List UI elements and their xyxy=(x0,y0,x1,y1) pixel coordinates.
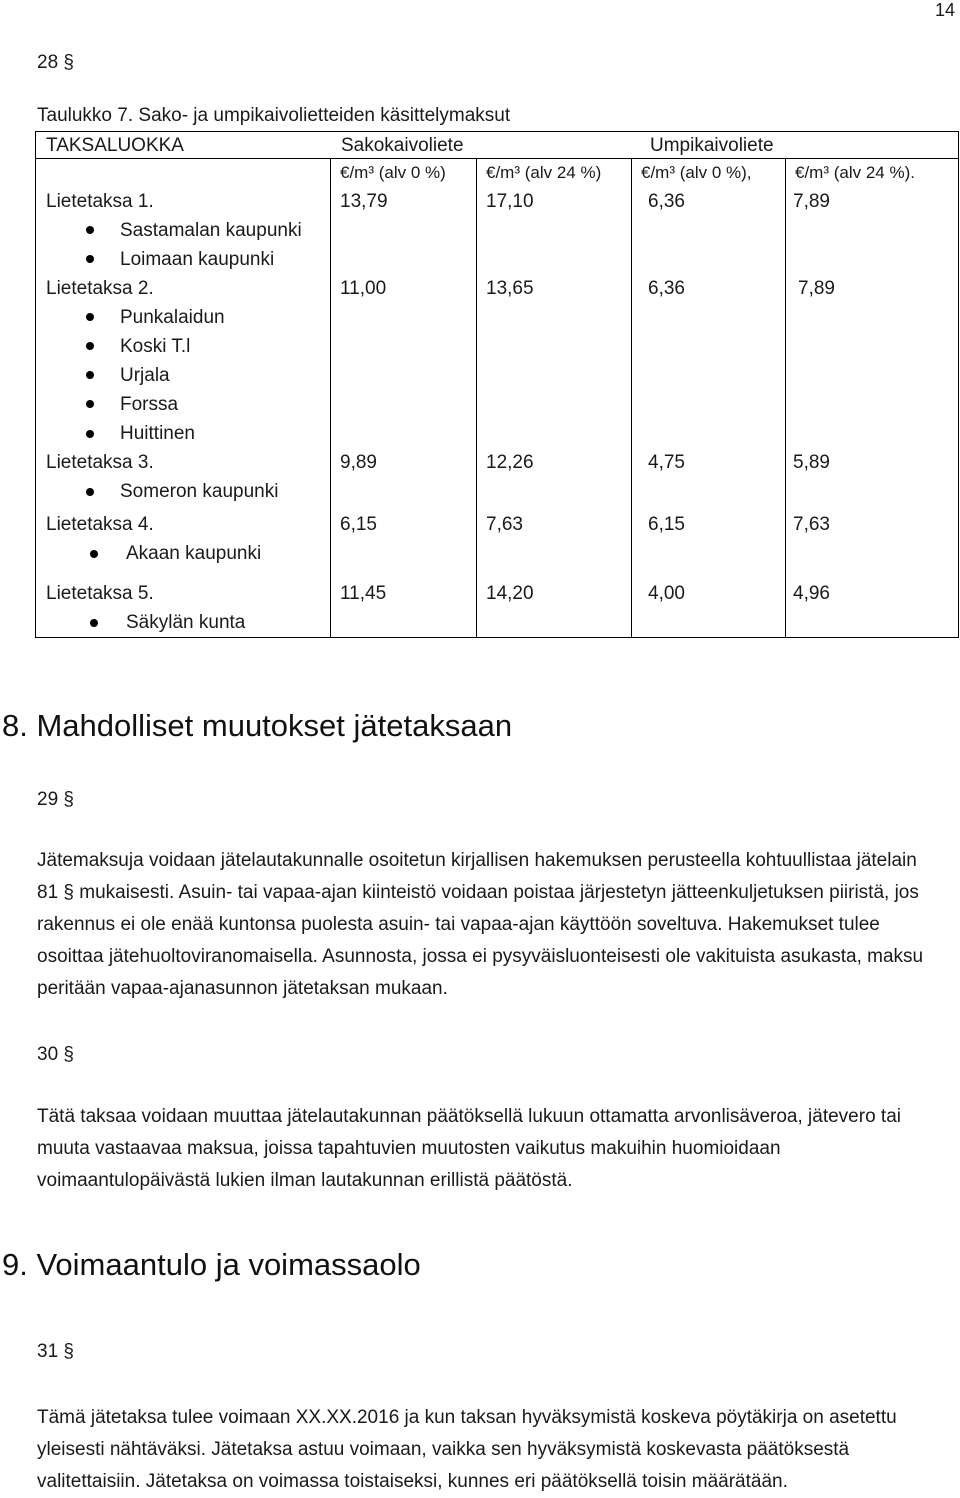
list-item: Punkalaidun xyxy=(120,307,225,328)
table-cell: 4,96 xyxy=(793,583,830,604)
section-30-label: 30 § xyxy=(37,1044,74,1065)
table-cell: 4,00 xyxy=(648,583,685,604)
table-cell: 11,00 xyxy=(340,278,387,299)
list-item: Koski T.l xyxy=(120,336,191,357)
list-item: Someron kaupunki xyxy=(120,481,279,502)
list-item: Akaan kaupunki xyxy=(126,543,262,564)
header-sakokaivoliete: Sakokaivoliete xyxy=(341,135,464,156)
bullet-icon xyxy=(86,226,94,234)
paragraph-30 xyxy=(37,1101,937,1197)
bullet-icon xyxy=(86,342,94,350)
table-cell: 13,79 xyxy=(340,191,388,212)
bullet-icon xyxy=(86,371,94,379)
subheader-1: €/m³ (alv 0 %) xyxy=(340,163,446,182)
row-label: Lietetaksa 2. xyxy=(46,278,154,299)
table-cell: 5,89 xyxy=(793,452,830,473)
table-cell: 17,10 xyxy=(486,191,534,212)
subheader-2: €/m³ (alv 24 %) xyxy=(486,163,602,182)
table-cell: 7,63 xyxy=(793,514,830,535)
row-label: Lietetaksa 5. xyxy=(46,583,154,604)
table-cell: 12,26 xyxy=(486,452,534,473)
page-number: 14 xyxy=(935,0,956,20)
table-cell: 7,63 xyxy=(486,514,523,535)
row-label: Lietetaksa 3. xyxy=(46,452,154,473)
table-cell: 11,45 xyxy=(340,583,387,604)
heading-section-8: 8. Mahdolliset muutokset jätetaksaan xyxy=(2,708,513,743)
subheader-3: €/m³ (alv 0 %), xyxy=(641,163,752,182)
table-cell: 6,36 xyxy=(648,191,685,212)
table-cell: 13,65 xyxy=(486,278,534,299)
paragraph-29-text: Jätemaksuja voidaan jätelautakunnalle osoitetun kirjallisen hakemuksen perusteella kohtuullistaa jätelain 81 § mukaisesti. Asuin- tai vapaa-ajan kiinteistö voidaan poistaa järjestetyn jätteenkuljetuksen piiristä, jos rakennus ei ole enää kuntonsa puolesta asuin- tai vapaa-ajan käyttöön soveltuva. Hakemukset tulee osoittaa jätehuoltoviranomaisella. Asunnosta, jossa ei pysyväisluonteisesti ole vakituista asukasta, maksu peritään vapaa-ajanasunnon jätetaksan mukaan. xyxy=(37,850,924,999)
list-item: Säkylän kunta xyxy=(126,612,246,633)
list-item: Huittinen xyxy=(120,423,195,444)
paragraph-30-text: Tätä taksaa voidaan muuttaa jätelautakunnan päätöksellä lukuun ottamatta arvonlisäveroa, jätevero tai muuta vastaavaa maksua, joissa tapahtuvien muutosten vaikutus makuihin huomioidaan voimaantulopäivästä lukien ilman lautakunnan erillistä päätöstä. xyxy=(37,1106,901,1191)
header-umpikaivoliete: Umpikaivoliete xyxy=(650,135,774,156)
subheader-4: €/m³ (alv 24 %). xyxy=(795,163,915,182)
table-cell: 14,20 xyxy=(486,583,534,604)
bullet-icon xyxy=(86,400,94,408)
table-cell: 4,75 xyxy=(648,452,685,473)
table-cell: 7,89 xyxy=(798,278,835,299)
section-28-label: 28 § xyxy=(37,52,74,73)
section-29-label: 29 § xyxy=(37,789,74,810)
paragraph-29 xyxy=(37,845,937,1005)
paragraph-31-text: Tämä jätetaksa tulee voimaan XX.XX.2016 ja kun taksan hyväksymistä koskeva pöytäkirja on asetettu yleisesti nähtäväksi. Jätetaksa astuu voimaan, vaikka sen hyväksymistä koskevasta päätöksestä valitettaisiin. Jätetaksa on voimassa toistaiseksi, kunnes eri päätöksellä toisin määrätään. xyxy=(37,1407,897,1492)
table-cell: 6,15 xyxy=(340,514,377,535)
bullet-icon xyxy=(86,255,94,263)
table-cell: 7,89 xyxy=(793,191,830,212)
table-caption: Taulukko 7. Sako- ja umpikaivolietteiden käsittelymaksut xyxy=(37,105,511,126)
table-cell: 6,15 xyxy=(648,514,685,535)
list-item: Forssa xyxy=(120,394,179,415)
bullet-icon xyxy=(90,550,98,558)
heading-section-9: 9. Voimaantulo ja voimassaolo xyxy=(2,1247,421,1282)
section-31-label: 31 § xyxy=(37,1341,74,1362)
bullet-icon xyxy=(86,313,94,321)
list-item: Sastamalan kaupunki xyxy=(120,220,302,241)
table-cell: 9,89 xyxy=(340,452,377,473)
table-cell: 6,36 xyxy=(648,278,685,299)
bullet-icon xyxy=(86,488,94,496)
paragraph-31 xyxy=(37,1402,937,1498)
list-item: Loimaan kaupunki xyxy=(120,249,275,270)
list-item: Urjala xyxy=(120,365,170,386)
row-label: Lietetaksa 4. xyxy=(46,514,154,535)
header-taksaluokka: TAKSALUOKKA xyxy=(46,135,184,156)
row-label: Lietetaksa 1. xyxy=(46,191,154,212)
bullet-icon xyxy=(86,430,94,438)
bullet-icon xyxy=(90,619,98,627)
